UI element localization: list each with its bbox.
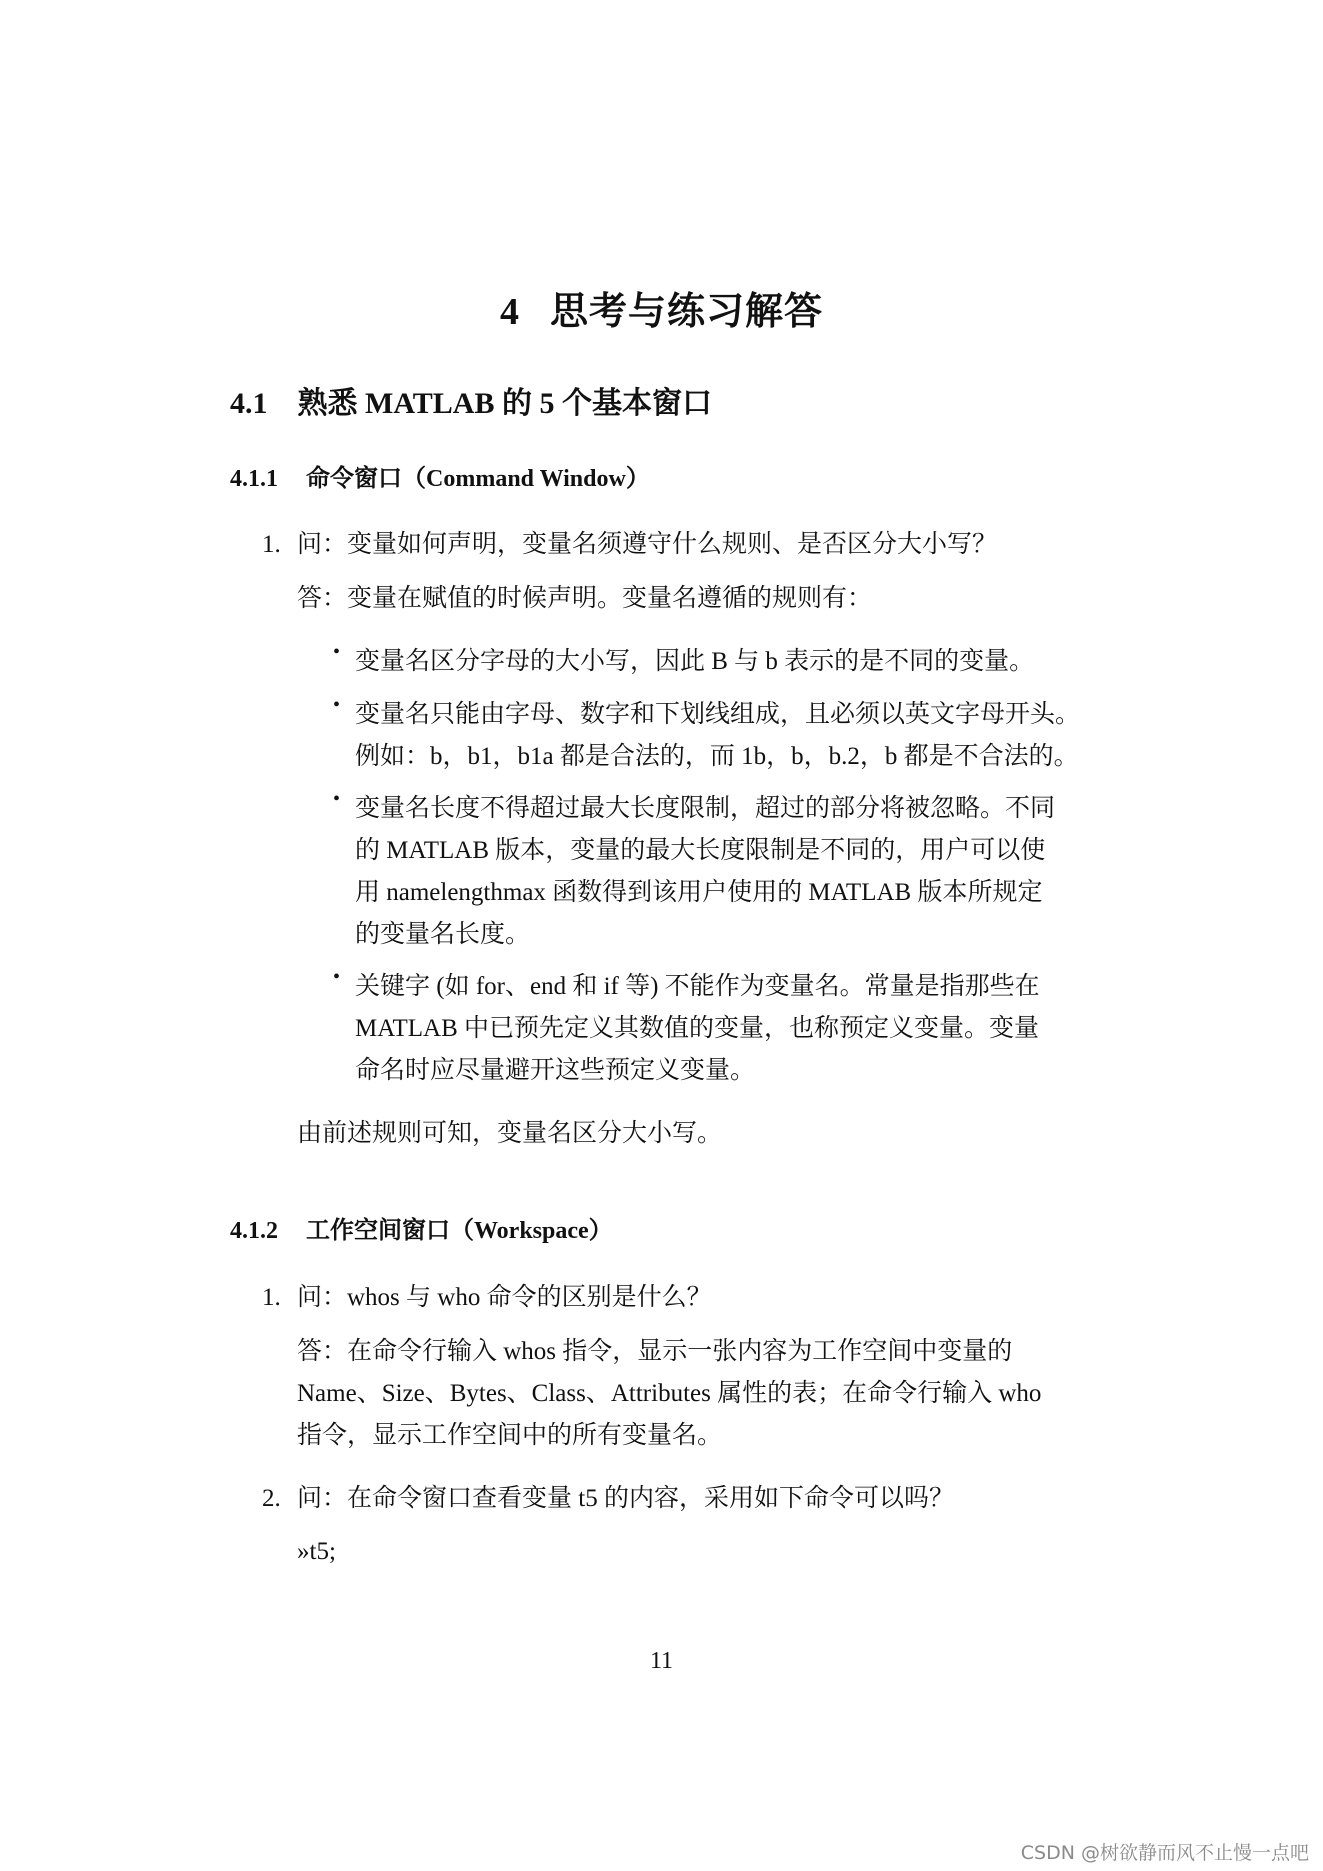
subsection-title-text: 命令窗口（Command Window） <box>306 466 650 492</box>
question-label: 1. <box>262 1284 281 1311</box>
question-label: 1. <box>262 531 281 558</box>
answer-block <box>297 1331 1041 1457</box>
bullet-line: 变量名只能由字母、数字和下划线组成，且必须以英文字母开头。 <box>355 701 1081 728</box>
section-title-text: 熟悉 MATLAB 的 5 个基本窗口 <box>297 387 712 420</box>
chapter-title-text: 思考与练习解答 <box>549 291 823 333</box>
bullet-item <box>333 966 1040 1092</box>
bullet-line: 变量名长度不得超过最大长度限制，超过的部分将被忽略。不同 <box>355 795 1056 822</box>
answer-line: Name、Size、Bytes、Class、Attributes 属性的表；在命令行输入 who <box>297 1380 1042 1407</box>
bullet-item <box>333 788 1056 956</box>
bullet-line: MATLAB 中已预先定义其数值的变量，也称预定义变量。变量 <box>355 1015 1040 1042</box>
answer-line: 答：在命令行输入 whos 指令，显示一张内容为工作空间中变量的 <box>297 1338 1013 1365</box>
bullet-icon: • <box>333 641 341 663</box>
answer-line: 指令，显示工作空间中的所有变量名。 <box>297 1422 723 1449</box>
bullet-icon: • <box>333 694 341 716</box>
bullet-line: 命名时应尽量避开这些预定义变量。 <box>355 1057 756 1084</box>
chapter-title <box>0 280 1323 335</box>
question-text: 问：whos 与 who 命令的区别是什么？ <box>297 1284 712 1311</box>
bullet-line: 的 MATLAB 版本，变量的最大长度限制是不同的，用户可以使 <box>355 837 1046 864</box>
subsection-title-workspace <box>230 1210 613 1245</box>
subsection-number: 4.1.1 <box>230 466 278 492</box>
section-number: 4.1 <box>230 387 268 420</box>
bullet-item <box>333 641 1035 683</box>
question-label: 2. <box>262 1485 281 1512</box>
question-text: 问：变量如何声明，变量名须遵守什么规则、是否区分大小写？ <box>297 531 998 558</box>
code-line: »t5; <box>297 1538 336 1565</box>
bullet-icon: • <box>333 966 341 988</box>
bullet-icon: • <box>333 788 341 810</box>
page-number: 11 <box>649 1648 674 1674</box>
bullet-line: 的变量名长度。 <box>355 921 531 948</box>
section-title <box>230 378 712 422</box>
watermark: CSDN @树欲静而风不止慢一点吧 <box>1020 1842 1309 1864</box>
bullet-line: 变量名区分字母的大小写，因此 B 与 b 表示的是不同的变量。 <box>355 648 1035 675</box>
question-text: 问：在命令窗口查看变量 t5 的内容，采用如下命令可以吗？ <box>297 1485 954 1512</box>
answer-intro: 答：变量在赋值的时候声明。变量名遵循的规则有： <box>297 585 873 612</box>
subsection-number: 4.1.2 <box>230 1218 278 1244</box>
subsection-title-text: 工作空间窗口（Workspace） <box>306 1218 613 1244</box>
bullet-line: 例如：b，b1，b1a 都是合法的，而 1b，b，b.2，b 都是不合法的。 <box>355 743 1079 770</box>
bullet-line: 用 namelengthmax 函数得到该用户使用的 MATLAB 版本所规定 <box>355 879 1043 906</box>
bullet-item <box>333 694 1081 778</box>
conclusion-text: 由前述规则可知，变量名区分大小写。 <box>297 1120 723 1147</box>
subsection-title-command-window <box>230 458 650 493</box>
chapter-number: 4 <box>499 291 520 333</box>
bullet-line: 关键字 (如 for、end 和 if 等) 不能作为变量名。常量是指那些在 <box>355 973 1040 1000</box>
